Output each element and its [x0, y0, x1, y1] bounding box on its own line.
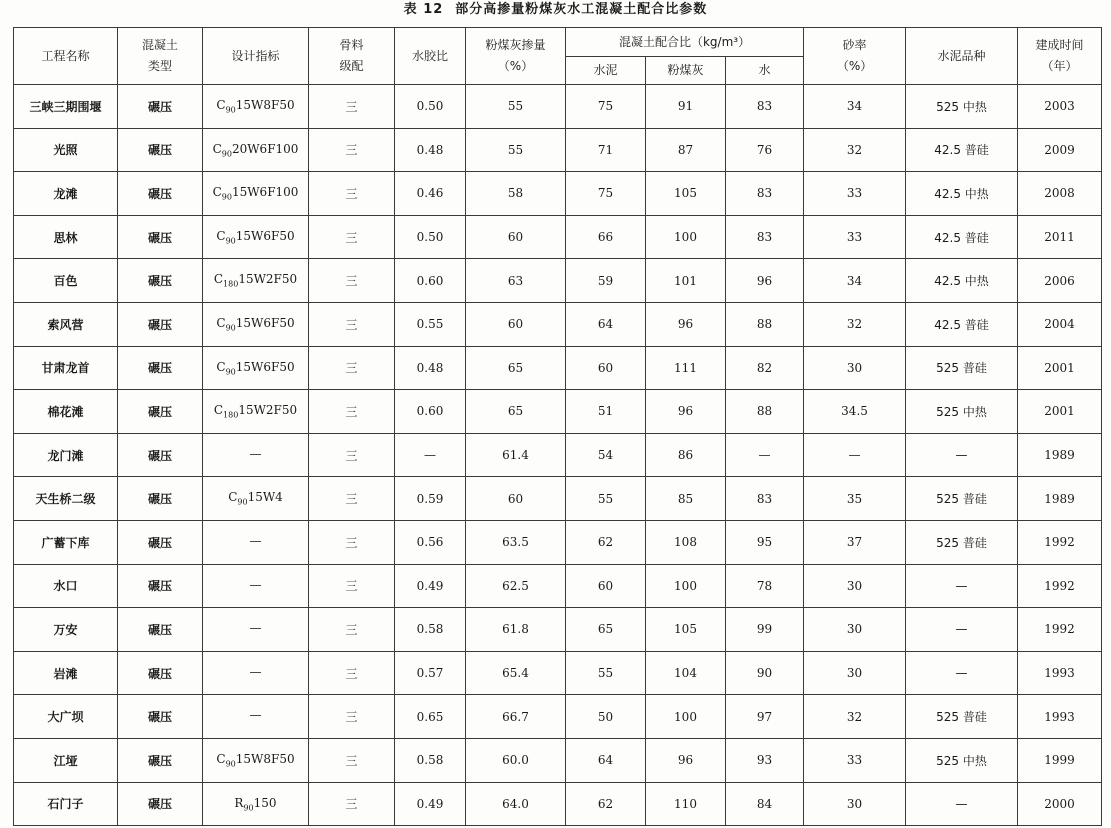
cell-aggregate-grade: 三: [309, 128, 395, 172]
cell-design-index: —: [203, 608, 309, 652]
table-row: [14, 85, 1102, 129]
cell-aggregate-grade: 三: [309, 651, 395, 695]
cell-project-name: 百色: [14, 259, 118, 303]
cell-mix-flyash: 104: [646, 651, 726, 695]
cell-fly-ash-content: 61.4: [466, 433, 566, 477]
cell-sand-ratio: 32: [804, 302, 906, 346]
cell-aggregate-grade: 三: [309, 738, 395, 782]
header-mix-water: 水: [726, 57, 804, 85]
cell-design-index: $C_{90}20W6F100$: [203, 128, 309, 172]
cell-aggregate-grade: 三: [309, 695, 395, 739]
cell-mix-water: 84: [726, 782, 804, 826]
cell-cement-type: —: [906, 651, 1018, 695]
cell-cement-type: 525 中热: [906, 390, 1018, 434]
cell-wb-ratio: 0.48: [395, 128, 466, 172]
cell-completion-year: 2011: [1018, 215, 1102, 259]
header-mix-group: 混凝土配合比（kg/m³）: [566, 28, 804, 57]
cell-concrete-type: 碾压: [118, 128, 203, 172]
cell-mix-flyash: 100: [646, 695, 726, 739]
table-row: [14, 564, 1102, 608]
cell-aggregate-grade: 三: [309, 85, 395, 129]
cell-cement-type: 42.5 中热: [906, 172, 1018, 216]
cell-mix-flyash: 91: [646, 85, 726, 129]
cell-project-name: 岩滩: [14, 651, 118, 695]
cell-concrete-type: 碾压: [118, 259, 203, 303]
cell-cement-type: 525 普硅: [906, 346, 1018, 390]
cell-aggregate-grade: 三: [309, 433, 395, 477]
cell-cement-type: 42.5 普硅: [906, 128, 1018, 172]
cell-mix-water: 88: [726, 390, 804, 434]
cell-mix-flyash: 111: [646, 346, 726, 390]
cell-completion-year: 2004: [1018, 302, 1102, 346]
cell-cement-type: 525 中热: [906, 85, 1018, 129]
cell-concrete-type: 碾压: [118, 651, 203, 695]
cell-aggregate-grade: 三: [309, 215, 395, 259]
table-row: [14, 608, 1102, 652]
cell-project-name: 棉花滩: [14, 390, 118, 434]
cell-aggregate-grade: 三: [309, 608, 395, 652]
cell-concrete-type: 碾压: [118, 433, 203, 477]
cell-sand-ratio: 35: [804, 477, 906, 521]
cell-completion-year: 2000: [1018, 782, 1102, 826]
cell-fly-ash-content: 60.0: [466, 738, 566, 782]
cell-project-name: 龙门滩: [14, 433, 118, 477]
cell-completion-year: 2001: [1018, 390, 1102, 434]
table-caption: [0, 0, 1111, 26]
header-completion-year: 建成时间 （年）: [1018, 28, 1102, 85]
cell-sand-ratio: 37: [804, 520, 906, 564]
cell-sand-ratio: 30: [804, 782, 906, 826]
cell-mix-water: 83: [726, 85, 804, 129]
cell-mix-water: 95: [726, 520, 804, 564]
cell-mix-water: —: [726, 433, 804, 477]
table-title: 部分高掺量粉煤灰水工混凝土配合比参数: [455, 2, 708, 17]
cell-cement-type: 525 普硅: [906, 695, 1018, 739]
cell-project-name: 万安: [14, 608, 118, 652]
cell-concrete-type: 碾压: [118, 564, 203, 608]
cell-mix-water: 76: [726, 128, 804, 172]
table-row: [14, 477, 1102, 521]
cell-fly-ash-content: 60: [466, 477, 566, 521]
cell-project-name: 广蓄下库: [14, 520, 118, 564]
cell-mix-water: 78: [726, 564, 804, 608]
cell-aggregate-grade: 三: [309, 520, 395, 564]
cell-mix-flyash: 86: [646, 433, 726, 477]
cell-design-index: —: [203, 695, 309, 739]
cell-concrete-type: 碾压: [118, 302, 203, 346]
cell-wb-ratio: 0.50: [395, 85, 466, 129]
cell-wb-ratio: 0.60: [395, 390, 466, 434]
header-mix-cement: 水泥: [566, 57, 646, 85]
cell-mix-cement: 50: [566, 695, 646, 739]
cell-wb-ratio: 0.49: [395, 564, 466, 608]
cell-cement-type: 525 普硅: [906, 477, 1018, 521]
cell-mix-flyash: 105: [646, 172, 726, 216]
cell-project-name: 江垭: [14, 738, 118, 782]
cell-completion-year: 2008: [1018, 172, 1102, 216]
cell-wb-ratio: 0.57: [395, 651, 466, 695]
cell-fly-ash-content: 62.5: [466, 564, 566, 608]
cell-mix-cement: 75: [566, 85, 646, 129]
header-design-index: 设计指标: [203, 28, 309, 85]
cell-completion-year: 1993: [1018, 651, 1102, 695]
cell-mix-cement: 60: [566, 564, 646, 608]
header-concrete-type: 混凝土 类型: [118, 28, 203, 85]
cell-completion-year: 1989: [1018, 477, 1102, 521]
cell-fly-ash-content: 60: [466, 215, 566, 259]
cell-project-name: 光照: [14, 128, 118, 172]
cell-wb-ratio: 0.58: [395, 738, 466, 782]
cell-wb-ratio: 0.48: [395, 346, 466, 390]
cell-fly-ash-content: 65: [466, 390, 566, 434]
cell-wb-ratio: 0.60: [395, 259, 466, 303]
cell-sand-ratio: 32: [804, 695, 906, 739]
cell-completion-year: 1999: [1018, 738, 1102, 782]
cell-wb-ratio: 0.46: [395, 172, 466, 216]
header-fly-ash-content: 粉煤灰掺量 （%）: [466, 28, 566, 85]
cell-wb-ratio: —: [395, 433, 466, 477]
cell-mix-flyash: 100: [646, 215, 726, 259]
cell-fly-ash-content: 66.7: [466, 695, 566, 739]
cell-mix-flyash: 110: [646, 782, 726, 826]
table-row: [14, 738, 1102, 782]
cell-completion-year: 2003: [1018, 85, 1102, 129]
table-body: [14, 85, 1102, 826]
cell-mix-flyash: 96: [646, 738, 726, 782]
cell-project-name: 三峡三期围堰: [14, 85, 118, 129]
cell-mix-cement: 75: [566, 172, 646, 216]
cell-sand-ratio: 30: [804, 564, 906, 608]
cell-mix-flyash: 96: [646, 302, 726, 346]
cell-design-index: $C_{180}15W2F50$: [203, 259, 309, 303]
cell-project-name: 水口: [14, 564, 118, 608]
cell-mix-cement: 62: [566, 782, 646, 826]
cell-concrete-type: 碾压: [118, 85, 203, 129]
cell-project-name: 甘肃龙首: [14, 346, 118, 390]
cell-completion-year: 1992: [1018, 608, 1102, 652]
table-row: [14, 302, 1102, 346]
cell-aggregate-grade: 三: [309, 477, 395, 521]
cell-project-name: 石门子: [14, 782, 118, 826]
cell-mix-cement: 55: [566, 477, 646, 521]
cell-design-index: $C_{90}15W6F50$: [203, 302, 309, 346]
cell-mix-cement: 60: [566, 346, 646, 390]
cell-sand-ratio: 33: [804, 215, 906, 259]
cell-design-index: $C_{90}15W8F50$: [203, 85, 309, 129]
cell-mix-water: 97: [726, 695, 804, 739]
cell-project-name: 天生桥二级: [14, 477, 118, 521]
cell-design-index: —: [203, 433, 309, 477]
cell-cement-type: —: [906, 782, 1018, 826]
cell-wb-ratio: 0.65: [395, 695, 466, 739]
header-wb-ratio: 水胶比: [395, 28, 466, 85]
cell-wb-ratio: 0.59: [395, 477, 466, 521]
cell-fly-ash-content: 60: [466, 302, 566, 346]
cell-mix-water: 83: [726, 477, 804, 521]
cell-aggregate-grade: 三: [309, 782, 395, 826]
cell-concrete-type: 碾压: [118, 172, 203, 216]
cell-cement-type: —: [906, 433, 1018, 477]
cell-wb-ratio: 0.58: [395, 608, 466, 652]
cell-fly-ash-content: 63: [466, 259, 566, 303]
cell-mix-flyash: 100: [646, 564, 726, 608]
cell-sand-ratio: 33: [804, 172, 906, 216]
cell-concrete-type: 碾压: [118, 215, 203, 259]
cell-aggregate-grade: 三: [309, 564, 395, 608]
table-row: [14, 390, 1102, 434]
cell-mix-cement: 65: [566, 608, 646, 652]
cell-mix-flyash: 96: [646, 390, 726, 434]
cell-concrete-type: 碾压: [118, 695, 203, 739]
table-row: [14, 259, 1102, 303]
cell-mix-flyash: 85: [646, 477, 726, 521]
cell-cement-type: 42.5 中热: [906, 259, 1018, 303]
cell-mix-water: 83: [726, 172, 804, 216]
cell-mix-cement: 54: [566, 433, 646, 477]
cell-sand-ratio: 30: [804, 651, 906, 695]
table-row: [14, 128, 1102, 172]
cell-sand-ratio: 34: [804, 259, 906, 303]
cell-wb-ratio: 0.56: [395, 520, 466, 564]
cell-completion-year: 2009: [1018, 128, 1102, 172]
mix-parameters-table: [13, 27, 1102, 826]
cell-design-index: $C_{90}15W6F50$: [203, 346, 309, 390]
cell-mix-water: 96: [726, 259, 804, 303]
cell-cement-type: 525 普硅: [906, 520, 1018, 564]
cell-sand-ratio: 33: [804, 738, 906, 782]
cell-mix-flyash: 101: [646, 259, 726, 303]
cell-mix-cement: 64: [566, 302, 646, 346]
cell-sand-ratio: —: [804, 433, 906, 477]
cell-completion-year: 1992: [1018, 564, 1102, 608]
cell-project-name: 思林: [14, 215, 118, 259]
cell-design-index: $C_{90}15W8F50$: [203, 738, 309, 782]
cell-fly-ash-content: 61.8: [466, 608, 566, 652]
cell-mix-cement: 59: [566, 259, 646, 303]
cell-fly-ash-content: 58: [466, 172, 566, 216]
cell-mix-water: 93: [726, 738, 804, 782]
table-row: [14, 433, 1102, 477]
table-row: [14, 215, 1102, 259]
cell-mix-cement: 64: [566, 738, 646, 782]
cell-sand-ratio: 30: [804, 346, 906, 390]
cell-fly-ash-content: 55: [466, 128, 566, 172]
cell-completion-year: 1989: [1018, 433, 1102, 477]
cell-sand-ratio: 34.5: [804, 390, 906, 434]
table-row: [14, 651, 1102, 695]
cell-project-name: 索风营: [14, 302, 118, 346]
table-number: 表 12: [403, 2, 444, 17]
cell-concrete-type: 碾压: [118, 782, 203, 826]
header-cement-type: 水泥品种: [906, 28, 1018, 85]
cell-design-index: —: [203, 651, 309, 695]
cell-concrete-type: 碾压: [118, 390, 203, 434]
cell-concrete-type: 碾压: [118, 608, 203, 652]
cell-fly-ash-content: 65.4: [466, 651, 566, 695]
cell-wb-ratio: 0.50: [395, 215, 466, 259]
cell-mix-water: 82: [726, 346, 804, 390]
cell-mix-cement: 55: [566, 651, 646, 695]
table-header: [14, 28, 1102, 85]
cell-mix-flyash: 87: [646, 128, 726, 172]
cell-wb-ratio: 0.49: [395, 782, 466, 826]
cell-mix-cement: 71: [566, 128, 646, 172]
cell-fly-ash-content: 65: [466, 346, 566, 390]
cell-mix-water: 83: [726, 215, 804, 259]
table-row: [14, 782, 1102, 826]
cell-wb-ratio: 0.55: [395, 302, 466, 346]
cell-mix-water: 90: [726, 651, 804, 695]
cell-mix-cement: 66: [566, 215, 646, 259]
cell-project-name: 大广坝: [14, 695, 118, 739]
cell-aggregate-grade: 三: [309, 346, 395, 390]
cell-design-index: $R_{90}150$: [203, 782, 309, 826]
cell-design-index: $C_{180}15W2F50$: [203, 390, 309, 434]
cell-completion-year: 1992: [1018, 520, 1102, 564]
cell-mix-cement: 62: [566, 520, 646, 564]
cell-project-name: 龙滩: [14, 172, 118, 216]
cell-completion-year: 1993: [1018, 695, 1102, 739]
cell-cement-type: 42.5 普硅: [906, 302, 1018, 346]
cell-design-index: $C_{90}15W6F100$: [203, 172, 309, 216]
cell-concrete-type: 碾压: [118, 738, 203, 782]
cell-aggregate-grade: 三: [309, 390, 395, 434]
table-row: [14, 695, 1102, 739]
table-row: [14, 346, 1102, 390]
cell-design-index: $C_{90}15W4$: [203, 477, 309, 521]
cell-completion-year: 2001: [1018, 346, 1102, 390]
header-aggregate-grade: 骨料 级配: [309, 28, 395, 85]
cell-aggregate-grade: 三: [309, 259, 395, 303]
cell-cement-type: 42.5 普硅: [906, 215, 1018, 259]
header-sand-ratio: 砂率 （%）: [804, 28, 906, 85]
cell-concrete-type: 碾压: [118, 477, 203, 521]
cell-sand-ratio: 34: [804, 85, 906, 129]
cell-fly-ash-content: 55: [466, 85, 566, 129]
cell-concrete-type: 碾压: [118, 346, 203, 390]
table-row: [14, 520, 1102, 564]
cell-design-index: —: [203, 520, 309, 564]
cell-mix-water: 99: [726, 608, 804, 652]
cell-mix-cement: 51: [566, 390, 646, 434]
cell-cement-type: —: [906, 564, 1018, 608]
cell-mix-flyash: 108: [646, 520, 726, 564]
cell-sand-ratio: 32: [804, 128, 906, 172]
header-mix-flyash: 粉煤灰: [646, 57, 726, 85]
cell-mix-flyash: 105: [646, 608, 726, 652]
cell-mix-water: 88: [726, 302, 804, 346]
table-row: [14, 172, 1102, 216]
cell-fly-ash-content: 63.5: [466, 520, 566, 564]
cell-cement-type: 525 中热: [906, 738, 1018, 782]
cell-aggregate-grade: 三: [309, 172, 395, 216]
cell-design-index: $C_{90}15W6F50$: [203, 215, 309, 259]
cell-design-index: —: [203, 564, 309, 608]
cell-cement-type: —: [906, 608, 1018, 652]
header-project-name: 工程名称: [14, 28, 118, 85]
cell-completion-year: 2006: [1018, 259, 1102, 303]
cell-fly-ash-content: 64.0: [466, 782, 566, 826]
cell-sand-ratio: 30: [804, 608, 906, 652]
cell-aggregate-grade: 三: [309, 302, 395, 346]
cell-concrete-type: 碾压: [118, 520, 203, 564]
